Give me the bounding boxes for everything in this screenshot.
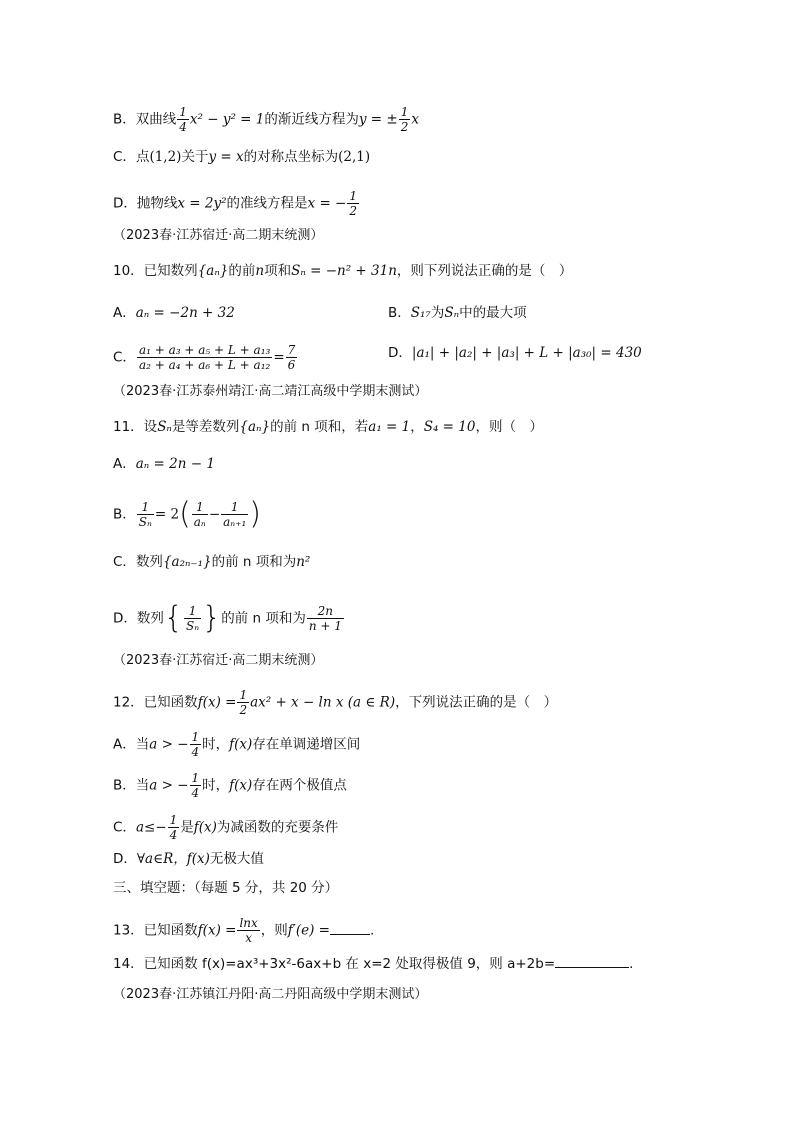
q12-a-cond: a > −: [149, 736, 189, 753]
q10-c-eq: =: [273, 349, 285, 366]
q10-stem2: 的前: [228, 263, 256, 279]
q10-d-label: D．: [388, 345, 412, 361]
q12-a-text2: 时，: [202, 736, 230, 753]
q9-c-text2: 关于: [181, 149, 209, 165]
q10-stem: [113, 261, 572, 281]
q9-d-label: D．: [113, 195, 137, 212]
q11-stem4: ，则（ ）: [475, 419, 543, 435]
line-y-eq-x: y = x: [208, 149, 244, 165]
q11-c-text2: 的前 n 项和为: [211, 554, 297, 570]
q12-fx: f(x): [229, 777, 253, 794]
q14-end: .: [629, 956, 634, 972]
q9-b-text2: 的渐近线方程为: [264, 111, 359, 128]
source-note-3: （2023春·江苏宿迁·高二期末统测）: [113, 653, 324, 668]
q13-stem1: 13．已知函数: [113, 922, 198, 939]
q12-quarter: $\frac{1}{4}$: [191, 771, 200, 800]
q9-option-c: [113, 147, 370, 167]
half-fraction: $\frac{1}{2}$: [349, 189, 358, 218]
q11-comma: ，: [410, 419, 424, 435]
q11-b-lhs: $\frac{1}{\text{Sₙ}}$: [138, 500, 152, 529]
q13-end: .: [369, 922, 375, 939]
q11-c-res: n²: [296, 554, 311, 570]
q10-option-b: [388, 303, 527, 323]
q11-a-expr: aₙ = 2n − 1: [135, 456, 215, 472]
half-fraction: $\frac{1}{2}$: [400, 105, 409, 134]
q12-option-d: [113, 849, 264, 869]
source-note-2: （2023春·江苏泰州靖江·高二靖江高级中学期末测试）: [113, 384, 428, 399]
q11-stem: [113, 417, 543, 437]
q12-d-cond: ∀a∈R，: [136, 851, 187, 867]
q11-stem3: 的前 n 项和，若: [270, 419, 369, 435]
q10-option-c: [113, 343, 298, 372]
q11-c-label: C．: [113, 554, 136, 570]
q12-b-label: B．: [113, 777, 136, 794]
quarter-fraction: $\frac{1}{4}$: [179, 105, 187, 134]
q11-option-a: [113, 454, 215, 474]
q10-c-label: C．: [113, 349, 136, 366]
q12-b-text1: 当: [135, 777, 150, 794]
q11-option-d: [113, 600, 345, 636]
q11-b-eq: = 2: [154, 506, 180, 523]
q12-option-c: [113, 813, 338, 842]
q12-stem2: ，下列说法正确的是（ ）: [395, 694, 558, 711]
q9-d-text2: 的准线方程是: [226, 195, 308, 212]
hyperbola-equation: x² − y² = 1: [189, 111, 265, 128]
q9-b-label: B．: [113, 111, 136, 128]
q11-d-result: $\frac{2n}{n + 1}$: [308, 604, 342, 633]
q10-c-ratio: $\frac{7}{6}$: [287, 343, 296, 372]
point: (1,2): [149, 149, 182, 165]
q12-fx: f(x): [229, 736, 253, 753]
q13-func: f(x) =: [197, 922, 237, 939]
directrix: x = −: [307, 195, 347, 212]
q12-b-cond: a > −: [149, 777, 189, 794]
q12-fx: f(x): [193, 819, 217, 836]
q14-answer-blank[interactable]: [555, 955, 629, 968]
q11-s4: S₄ = 10: [423, 419, 476, 435]
q14-stem: [113, 954, 633, 974]
q12-quarter: $\frac{1}{4}$: [191, 730, 200, 759]
q10-a-label: A．: [113, 305, 136, 321]
q11-c-seq: {a₂ₙ₋₁}: [162, 554, 212, 570]
q12-option-a: [113, 730, 360, 759]
q11-b-minus: −: [208, 506, 221, 523]
q12-c-label: C．: [113, 819, 136, 836]
q11-d-label: D．: [113, 610, 137, 627]
source-note-1: （2023春·江苏宿迁·高二期末统测）: [113, 228, 324, 243]
q12-quarter: $\frac{1}{4}$: [169, 813, 178, 842]
q10-stem3: 项和: [264, 263, 292, 279]
q12-c-cond: a≤−: [135, 819, 167, 836]
q10-a-expr: aₙ = −2n + 32: [135, 305, 235, 321]
q11-b-f2: $\frac{1}{\text{aₙ₊₁}}$: [223, 500, 247, 529]
source-note-4: （2023春·江苏镇江丹阳·高二丹阳高级中学期末测试）: [113, 987, 428, 1002]
q10-s17: S₁₇: [410, 305, 431, 321]
asymptote-var: x: [411, 111, 419, 128]
q12-b-text2: 时，: [202, 777, 230, 794]
left-brace: {: [163, 600, 183, 636]
q10-option-d: [388, 343, 642, 363]
q12-b-text3: 存在两个极值点: [252, 777, 347, 794]
q12-func: f(x) =: [197, 694, 237, 711]
q13-stem: [113, 916, 374, 945]
q13-fraction: $\frac{\ln x}{x}$: [239, 916, 258, 945]
right-brace: }: [202, 600, 222, 636]
q10-d-expr: |a₁| + |a₂| + |a₃| + L + |a₃₀| = 430: [411, 345, 642, 361]
q14-text: 14．已知函数 f(x)=ax³+3x²-6ax+b 在 x=2 处取得极值 9，则 a+2b=: [113, 956, 556, 972]
q12-c-text1: 是: [180, 819, 194, 836]
q11-a-label: A．: [113, 456, 136, 472]
q10-stem1: 10．已知数列: [113, 263, 198, 279]
q12-option-b: [113, 771, 347, 800]
q12-d-label: D．: [113, 851, 137, 867]
q11-d-inner: $\frac{1}{\text{Sₙ}}$: [186, 604, 200, 633]
q11-stem2: 是等差数列: [171, 419, 240, 435]
symmetric-point: (2,1): [338, 149, 371, 165]
q11-b-f1: $\frac{1}{\text{aₙ}}$: [193, 500, 206, 529]
q12-a-label: A．: [113, 736, 136, 753]
q11-c-text1: 数列: [135, 554, 163, 570]
q12-stem: [113, 688, 557, 717]
q12-half: $\frac{1}{2}$: [239, 688, 248, 717]
q10-b-label: B．: [388, 305, 411, 321]
q11-seq: {aₙ}: [239, 419, 271, 435]
q11-stem1: 11．设: [113, 419, 158, 435]
q9-d-text1: 抛物线: [136, 195, 178, 212]
q13-deriv: f′(e) =: [287, 922, 330, 939]
q10-stem4: ，则下列说法正确的是（ ）: [396, 263, 573, 279]
q10-option-a: [113, 303, 235, 323]
q9-option-b: B．双曲线 $\frac{1}{4}$ x² − y² = 1的渐近线方程为y = ± $\frac{1}{2}$ x: [113, 105, 419, 134]
q10-sum-formula: Sₙ = −n² + 31n: [291, 263, 397, 279]
q9-option-d: [113, 189, 360, 218]
q9-c-text1: 点: [135, 149, 150, 165]
q12-func-rest: ax² + x − ln x (a ∈ R): [250, 694, 396, 711]
q10-n: n: [255, 263, 265, 279]
q11-sn: Sₙ: [157, 419, 172, 435]
q12-fx: f(x): [186, 851, 210, 867]
q11-d-text2: 的前 n 项和为: [221, 610, 306, 627]
left-paren: (: [179, 496, 191, 532]
parabola-equation: x = 2y²: [177, 195, 227, 212]
q13-stem2: ，则: [260, 922, 288, 939]
q12-a-text1: 当: [135, 736, 150, 753]
q10-sn: Sₙ: [444, 305, 460, 321]
q11-d-text1: 数列: [136, 610, 164, 627]
q10-seq: {aₙ}: [197, 263, 229, 279]
q13-answer-blank[interactable]: [330, 922, 370, 935]
q9-c-label: C．: [113, 149, 136, 165]
q12-c-text2: 为减函数的充要条件: [216, 819, 339, 836]
q9-c-text3: 的对称点坐标为: [243, 149, 339, 165]
q10-b-text1: 为: [430, 305, 445, 321]
q10-b-text2: 中的最大项: [459, 305, 527, 321]
q11-option-c: [113, 552, 310, 572]
q12-d-text: 无极大值: [209, 851, 264, 867]
q10-c-fraction: $\frac{\text{a₁ + a₃ + a₅ + L + a₁₃}}{\text{a₂ + a₄ + a₆ + L + a₁₂}}$: [138, 343, 271, 372]
q9-b-text1: 双曲线: [135, 111, 177, 128]
q12-stem1: 12．已知函数: [113, 694, 198, 711]
right-paren: ): [249, 496, 262, 532]
q11-a1: a₁ = 1: [368, 419, 411, 435]
q11-b-label: B．: [113, 506, 136, 523]
q12-a-text3: 存在单调递增区间: [252, 736, 361, 753]
q11-option-b: [113, 496, 262, 532]
section-heading: 三、填空题：（每题 5 分，共 20 分）: [113, 880, 339, 896]
